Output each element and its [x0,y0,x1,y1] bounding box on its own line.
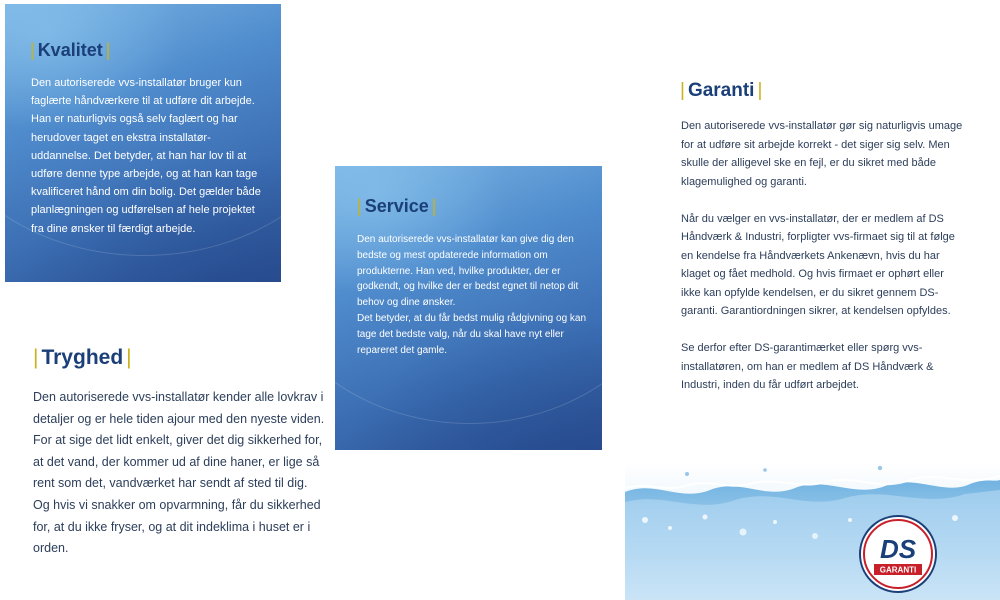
tryghed-heading [33,346,132,370]
heading-bar-right: | [757,80,763,101]
logo-text: DS [879,534,917,564]
service-title: Service [364,196,429,216]
water-wave-graphic [625,462,1000,600]
tryghed-section [33,346,132,370]
service-paragraph-2: Det betyder, at du får bedst mulig rådgivning og kan tage det bedste valg, når du skal have nyt eller repareret det gamle. [357,312,587,356]
garanti-title: Garanti [687,80,755,101]
kvalitet-title: Kvalitet [37,40,103,60]
garanti-heading [680,80,762,102]
heading-bar-left: | [30,40,35,60]
service-paragraph-1: Den autoriserede vvs-installatør kan give dig den bedste og mest opdaterede information om produkterne. Han ved, hvilke produkter, der er godkendt, og hvilke der er bedst egnet til netop dit behov og dine ønsker. [357,234,579,309]
kvalitet-body: Den autoriserede vvs-installatør bruger kun faglærte håndværkere til at udføre dit arbejde. Han er naturligvis også selv faglært og har herudover taget en ekstra installatør-uddannelse. Det betyder, at han har lov til at udføre denne type arbejde, og at han kan tage kvalificeret hånd om din bolig. Det gælder både planlægningen og udførelsen af hele projektet fra dine ønsker til færdigt arbejde. [31,77,261,235]
logo-subtext: GARANTI [879,565,917,575]
heading-bar-right: | [105,40,111,60]
service-heading [357,196,436,217]
kvalitet-panel [5,4,281,282]
heading-bar-right: | [126,346,132,369]
tryghed-body: Den autoriserede vvs-installatør kender alle lovkrav i detaljer og er hele tiden ajour med den nyeste viden. For at sige det lidt enkelt, giver det dig sikkerhed for, at det vand, der kommer ud af dine haner, er lige så rent som det, vandværket har sendt af sted til dig. Og hvis vi snakker om opvarmning, får du sikkerhed for, at du ikke fryser, og at dit indeklima i huset er i orden. [33,390,325,556]
heading-bar-left: | [357,196,362,216]
heading-bar-right: | [431,196,437,216]
garanti-paragraph-3: Se derfor efter DS-garantimærket eller spørg vvs-installatøren, om han er medlem af DS Håndværk & Industri, inden du får udført arbejdet. [681,342,934,391]
heading-bar-left: | [680,80,685,101]
service-body [357,232,589,358]
garanti-paragraph-1: Den autoriserede vvs-installatør gør sig naturligvis umage for at udføre sit arbejde korrekt - det siger sig selv. Men skulle der alligevel ske en fejl, er du sikret med både klagemulighed og garanti. [681,120,963,188]
heading-bar-left: | [33,346,39,369]
tryghed-title: Tryghed [41,346,124,369]
service-panel [335,166,602,450]
water-splash-image [625,462,1000,600]
ds-garanti-logo [858,514,938,594]
garanti-body [681,117,966,395]
kvalitet-heading [30,40,110,61]
garanti-paragraph-2: Når du vælger en vvs-installatør, der er medlem af DS Håndværk & Industri, forpligter vvs-firmaet sig til at følge en kendelse fra Håndværkets Ankenævn, hvis du har klaget og fået medhold. Og hvis firmaet er ophørt eller ikke kan opfylde kendelsen, er du sikret gennem DS-garanti. Garantiordningen sikrer, at kendelsen opfyldes. [681,212,955,317]
